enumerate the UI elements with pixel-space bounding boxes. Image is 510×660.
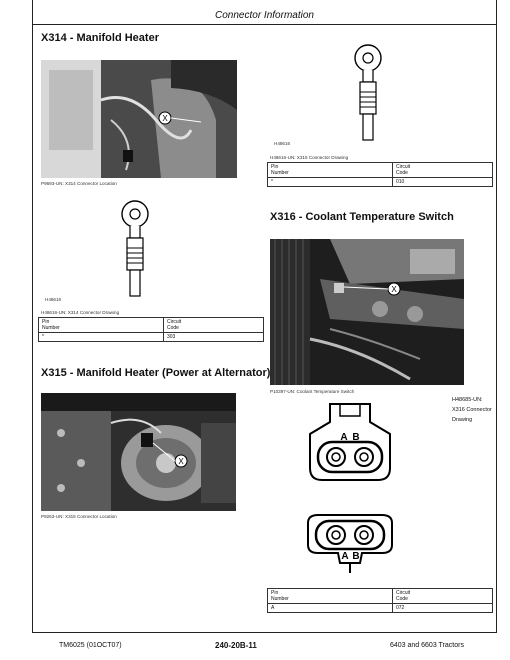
photo-caption-x316: P10397-UN: Coolant Temperature Switch: [270, 389, 355, 394]
photo-caption-x315: P9263-UN: X315 Connector Location: [41, 514, 117, 519]
circuit-header-x314: Circuit Code: [167, 319, 182, 331]
footer-product: 6403 and 6603 Tractors: [390, 642, 464, 649]
callout-x315: X: [178, 457, 184, 466]
circuit-value-x314: 303: [164, 333, 264, 342]
drawing-id-x314: H48616: [45, 297, 62, 302]
page-frame-right: [496, 0, 497, 632]
pin-label-a-rear: A: [341, 551, 349, 562]
pin-header-x316: Pin Number: [271, 590, 289, 602]
pin-table-x314: [38, 317, 264, 342]
drawing-x316-connector-front: [300, 398, 400, 488]
photo-x316-location: [270, 239, 464, 385]
footer-doc-id: TM6025 (01OCT07): [59, 642, 122, 649]
footer-rule: [32, 632, 497, 633]
drawing-x314-ring-terminal: [110, 198, 160, 298]
page-frame-left: [32, 0, 33, 632]
pin-table-x315: [267, 162, 493, 187]
pin-value-x316: A: [268, 604, 393, 613]
pin-label-b-rear: B: [352, 551, 360, 562]
circuit-value-x315: 010: [393, 178, 493, 187]
circuit-value-x316: 072: [393, 604, 493, 613]
photo-x314-location: [41, 60, 237, 178]
pin-value-x314: *: [39, 333, 164, 342]
photo-x315-location: [41, 393, 236, 511]
header-rule: [32, 24, 497, 25]
drawing-id-x315: H48616: [274, 141, 291, 146]
pin-label-b-front: B: [352, 432, 360, 443]
callout-x316: X: [391, 285, 397, 294]
section-title-x316: X316 - Coolant Temperature Switch: [270, 211, 454, 223]
pin-label-a-front: A: [340, 432, 348, 443]
page-header-title: Connector Information: [215, 10, 314, 21]
circuit-header-x316: Circuit Code: [396, 590, 411, 602]
drawing-caption-x314: H48616-UN: X314 Connector Drawing: [41, 310, 120, 315]
pin-value-x315: *: [268, 178, 393, 187]
pin-table-x316: [267, 588, 493, 613]
pin-header-x314: Pin Number: [42, 319, 60, 331]
drawing-caption-x316: H48685-UN: X316 Connector Drawing: [452, 397, 492, 423]
photo-caption-x314: P9693-UN: X314 Connector Location: [41, 181, 117, 186]
drawing-x315-ring-terminal: [343, 42, 393, 142]
footer-page-number: 240-20B-11: [215, 641, 257, 650]
callout-x314: X: [162, 114, 168, 123]
section-title-x315: X315 - Manifold Heater (Power at Alternator): [41, 367, 271, 379]
circuit-header-x315: Circuit Code: [396, 164, 411, 176]
pin-header-x315: Pin Number: [271, 164, 289, 176]
drawing-caption-x315: H48616-UN: X315 Connector Drawing: [270, 155, 349, 160]
section-title-x314: X314 - Manifold Heater: [41, 32, 159, 44]
drawing-x316-connector-rear: [300, 505, 400, 575]
